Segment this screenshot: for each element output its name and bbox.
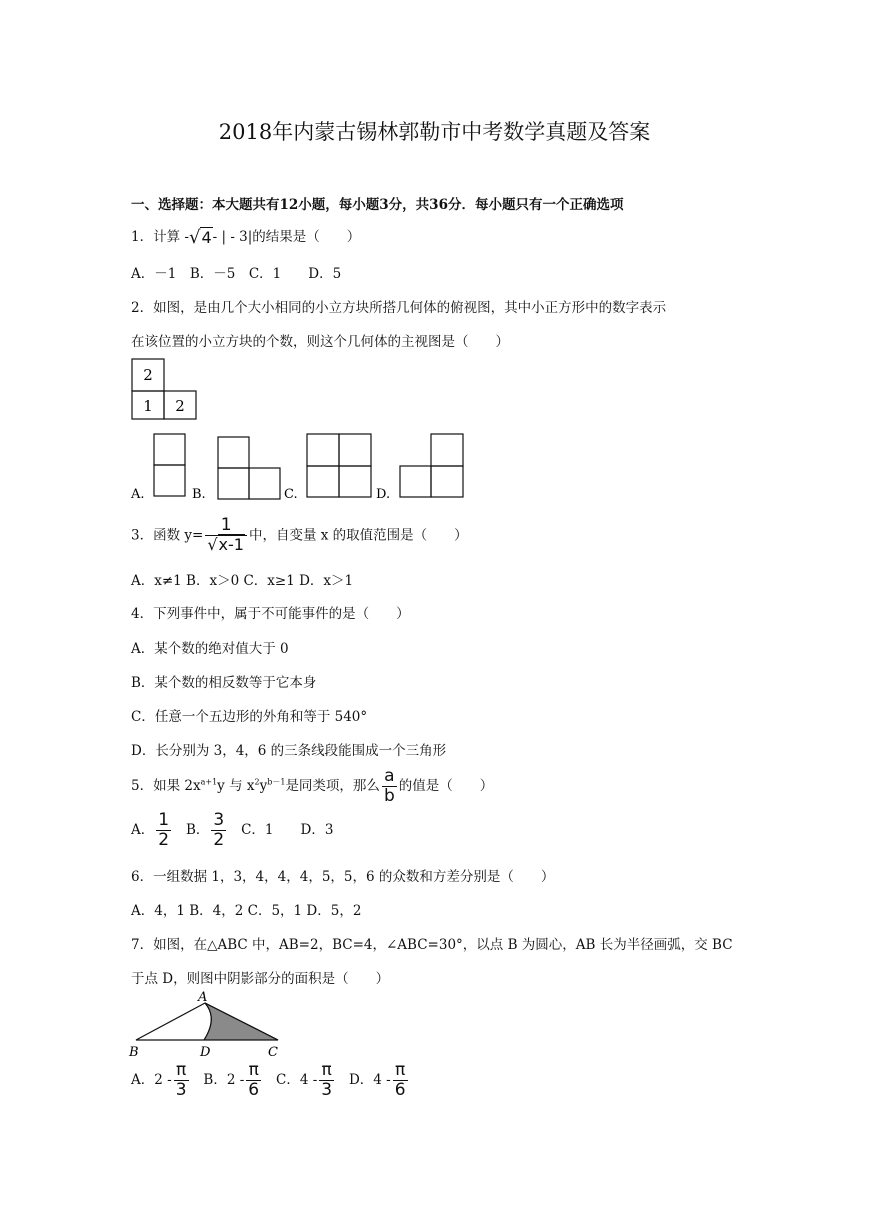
- q7-option-c-num: π: [321, 1060, 332, 1080]
- q5-option-b-fraction: [211, 812, 226, 849]
- grid-number-top: 2: [143, 366, 153, 384]
- q7-option-a-fraction: [174, 1062, 189, 1099]
- q5-fraction-num: a: [384, 766, 395, 786]
- q3-options: A．x≠1 B．x＞0 C．x≥1 D．x＞1: [131, 573, 354, 589]
- section-heading: 一、选择题：本大题共有12小题，每小题3分，共36分．每小题只有一个正确选项: [131, 197, 624, 213]
- option-a-label: A.: [131, 487, 145, 502]
- q5-option-b-den: 2: [213, 830, 225, 850]
- option-c-cell-1: [307, 434, 339, 466]
- q7-option-d-num: π: [395, 1060, 406, 1080]
- q4-option-b: B．某个数的相反数等于它本身: [131, 675, 317, 691]
- q7-triangle-figure: [126, 988, 286, 1060]
- q2-options-figures: [128, 430, 488, 502]
- point-d-label: D: [200, 1045, 211, 1060]
- option-c-cell-4: [339, 466, 371, 497]
- q4-option-a: A．某个数的绝对值大于 0: [131, 641, 289, 657]
- q7-option-d-den: 6: [394, 1080, 406, 1100]
- q1-suffix: - | - 3|的结果是（ ）: [212, 229, 361, 245]
- q5-fraction: [382, 768, 397, 805]
- question-5: [131, 768, 493, 805]
- point-b-label: B: [129, 1045, 139, 1060]
- q1-sqrt: √4: [188, 227, 212, 248]
- q4-stem: 4．下列事件中，属于不可能事件的是（ ）: [131, 606, 410, 622]
- question-1: [131, 225, 360, 248]
- option-a-cell-top: [154, 434, 185, 465]
- option-b-cell-bottom-left: [218, 468, 249, 499]
- q5-option-a-fraction: [156, 812, 171, 849]
- q3-prefix: 3．函数 y=: [131, 527, 204, 544]
- option-d-label: D.: [376, 487, 391, 502]
- grid-number-bottom-left: 1: [143, 397, 153, 415]
- option-c-cell-2: [339, 434, 371, 466]
- option-c-cell-3: [307, 466, 339, 497]
- option-d-cell-bottom-right: [431, 466, 463, 497]
- option-d-cell-bottom-left: [400, 466, 431, 497]
- q7-option-b-label: B．2 -: [203, 1072, 245, 1088]
- q1-prefix: 1．计算 -: [131, 229, 189, 245]
- q5-text-3: y: [259, 778, 268, 794]
- q2-line1: 2．如图，是由几个大小相同的小立方块所搭几何体的俯视图，其中小正方形中的数字表示: [131, 300, 667, 316]
- question-3: [131, 517, 468, 555]
- q7-option-b-fraction: [246, 1062, 261, 1099]
- q4-option-d: D．长分别为 3，4，6 的三条线段能围成一个三角形: [131, 743, 447, 759]
- q2-line2: 在该位置的小立方块的个数，则这个几何体的主视图是（ ）: [131, 334, 509, 350]
- q3-radicand: x-1: [218, 535, 244, 554]
- option-a-cell-bottom: [154, 465, 185, 496]
- q7-option-a-num: π: [175, 1060, 187, 1080]
- q5-option-a-den: 2: [158, 830, 170, 850]
- q1-radicand: 4: [201, 228, 212, 247]
- q7-option-c-label: C．4 -: [275, 1072, 318, 1088]
- q1-options: A．－1 B．－5 C．1 D．5: [131, 266, 342, 282]
- point-c-label: C: [268, 1045, 278, 1060]
- q7-option-a-den: 3: [175, 1080, 187, 1100]
- q5-exponent-1: a+1: [200, 777, 218, 787]
- q5-text-5: 的值是（ ）: [398, 778, 494, 794]
- q3-fraction: $\frac{1}{√x-1}$: [205, 517, 247, 555]
- q5-text-2: y 与 x: [217, 778, 255, 794]
- q6-options: A．4，1 B．4，2 C．5，1 D．5，2: [131, 903, 362, 919]
- q6-stem: 6．一组数据 1，3，4，4，4，5，5，6 的众数和方差分别是（ ）: [131, 869, 555, 885]
- q7-option-b-den: 6: [248, 1080, 260, 1100]
- option-c-label: C.: [284, 487, 298, 502]
- q7-option-d-label: D．4 -: [348, 1072, 391, 1088]
- q5-exponent-3: b－1: [267, 777, 286, 787]
- q5-option-a-num: 1: [158, 810, 170, 830]
- option-b-cell-top: [218, 437, 249, 468]
- q5-exponent-2: 2: [254, 777, 260, 787]
- option-b-label: B.: [192, 487, 206, 502]
- q5-option-b-num: 3: [213, 810, 225, 830]
- q2-top-view-figure: [128, 355, 200, 423]
- q5-options: [131, 812, 333, 849]
- option-d-cell-top: [431, 434, 463, 466]
- q5-text-1: 5．如果 2x: [131, 778, 201, 794]
- q3-suffix: 中，自变量 x 的取值范围是（ ）: [248, 527, 468, 544]
- page-title: 2018年内蒙古锡林郭勒市中考数学真题及答案: [218, 120, 651, 144]
- option-b-cell-bottom-right: [249, 468, 280, 499]
- q7-option-c-fraction: [319, 1062, 334, 1099]
- q5-fraction-den: b: [383, 786, 395, 806]
- grid-number-bottom-right: 2: [175, 397, 185, 415]
- q7-option-b-num: π: [248, 1060, 259, 1080]
- q7-options: [131, 1062, 410, 1099]
- q7-option-a-label: A．2 -: [131, 1072, 172, 1088]
- q7-line1: 7．如图，在△ABC 中，AB=2，BC=4，∠ABC=30°，以点 B 为圆心，AB 长为半径画弧，交 BC: [131, 937, 733, 953]
- q7-option-d-fraction: [393, 1062, 408, 1099]
- q5-option-b-label: B．: [185, 822, 210, 838]
- q4-option-c: C．任意一个五边形的外角和等于 540°: [131, 709, 368, 725]
- q5-option-rest: C．1 D．3: [241, 822, 334, 838]
- point-a-label: A: [198, 990, 208, 1005]
- q5-option-a-label: A．: [131, 822, 155, 838]
- q5-text-4: 是同类项，那么: [285, 778, 380, 794]
- q7-option-c-den: 3: [321, 1080, 333, 1100]
- q7-line2: 于点 D，则图中阴影部分的面积是（ ）: [131, 971, 390, 987]
- q3-numerator: 1: [220, 515, 232, 535]
